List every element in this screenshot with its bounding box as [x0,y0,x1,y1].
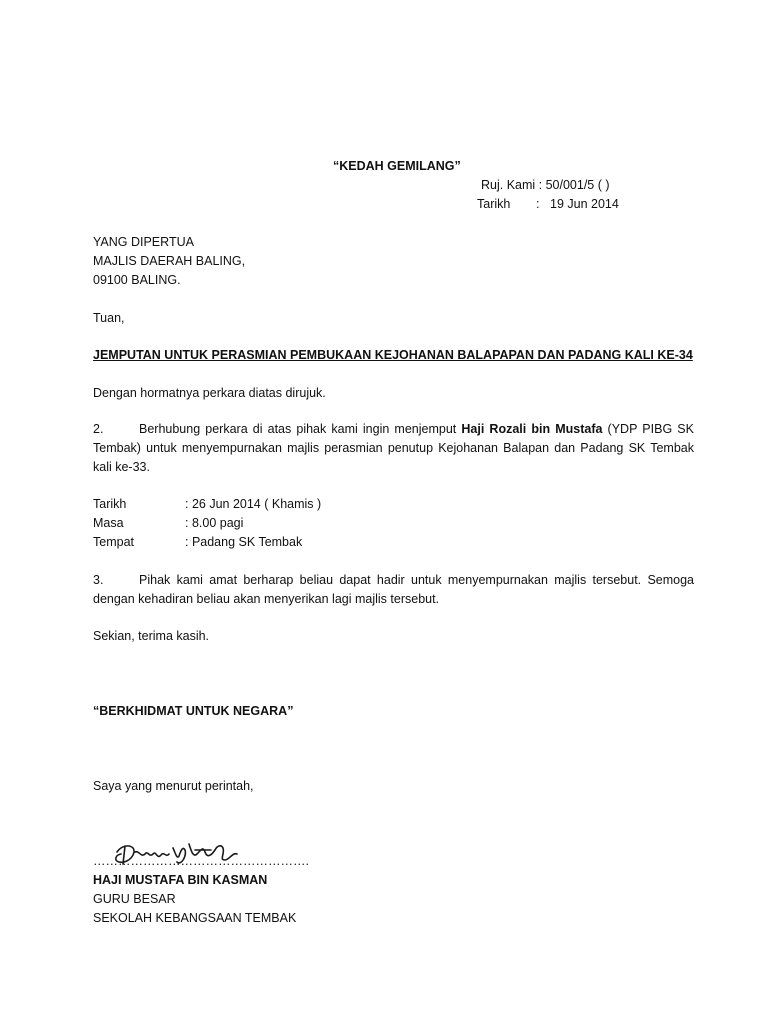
recipient-address [93,233,694,290]
paragraph-2 [93,420,694,477]
event-details [93,495,694,552]
detail-label: Tarikh [93,497,127,511]
intro-paragraph: Dengan hormatnya perkara diatas dirujuk. [93,386,326,400]
obedient-line: Saya yang menurut perintah, [93,779,254,793]
paragraph-3-text: Pihak kami amat berharap beliau dapat hadir untuk menyempurnakan majlis tersebut. Semoga dengan kehadiran beliau akan menyerikan lagi majlis tersebut. [93,573,694,606]
motto-bottom: “BERKHIDMAT UNTUK NEGARA” [93,704,294,718]
detail-row [93,533,694,552]
signatory-name: HAJI MUSTAFA BIN KASMAN [93,873,268,887]
detail-label: Tempat [93,535,134,549]
paragraph-number: 3. [93,573,104,587]
detail-label: Masa [93,516,124,530]
paragraph-number: 2. [93,422,104,436]
invitee-name: Haji Rozali bin Mustafa [461,422,603,436]
signature-area [93,838,309,872]
motto-top: “KEDAH GEMILANG” [333,159,461,173]
detail-row [93,514,694,533]
reference-date [477,195,619,214]
detail-value: : 8.00 pagi [185,516,244,530]
paragraph-2-text-before: Berhubung perkara di atas pihak kami ingin menjemput [139,422,462,436]
signatory-title: GURU BESAR [93,892,176,906]
reference-date-value: 19 Jun 2014 [550,197,619,211]
reference-date-label: Tarikh [477,197,511,211]
reference-date-separator: : [536,197,540,211]
recipient-line: 09100 BALING. [93,273,181,287]
subject-line [93,346,694,365]
paragraph-3 [93,571,694,609]
recipient-line: MAJLIS DAERAH BALING, [93,254,246,268]
signatory-school: SEKOLAH KEBANGSAAN TEMBAK [93,911,297,925]
detail-row [93,495,694,514]
detail-value: : 26 Jun 2014 ( Khamis ) [185,497,322,511]
signature-dotted-line: ……………………………………………. [93,854,309,868]
handwritten-signature-icon [111,838,251,870]
signatory-block [93,871,694,928]
recipient-line: YANG DIPERTUA [93,235,194,249]
detail-value: : Padang SK Tembak [185,535,303,549]
closing-line: Sekian, terima kasih. [93,629,210,643]
paragraph-2-text-after: (YDP PIBG SK Tembak) untuk menyempurnakan majlis perasmian penutup Kejohanan Balapan dan Padang SK Tembak kali ke-33. [93,422,694,474]
salutation: Tuan, [93,311,125,325]
reference-number: Ruj. Kami : 50/001/5 ( ) [481,178,610,192]
subject-text: JEMPUTAN UNTUK PERASMIAN PEMBUKAAN KEJOHANAN BALAPAPAN DAN PADANG KALI KE-34 [93,348,693,362]
